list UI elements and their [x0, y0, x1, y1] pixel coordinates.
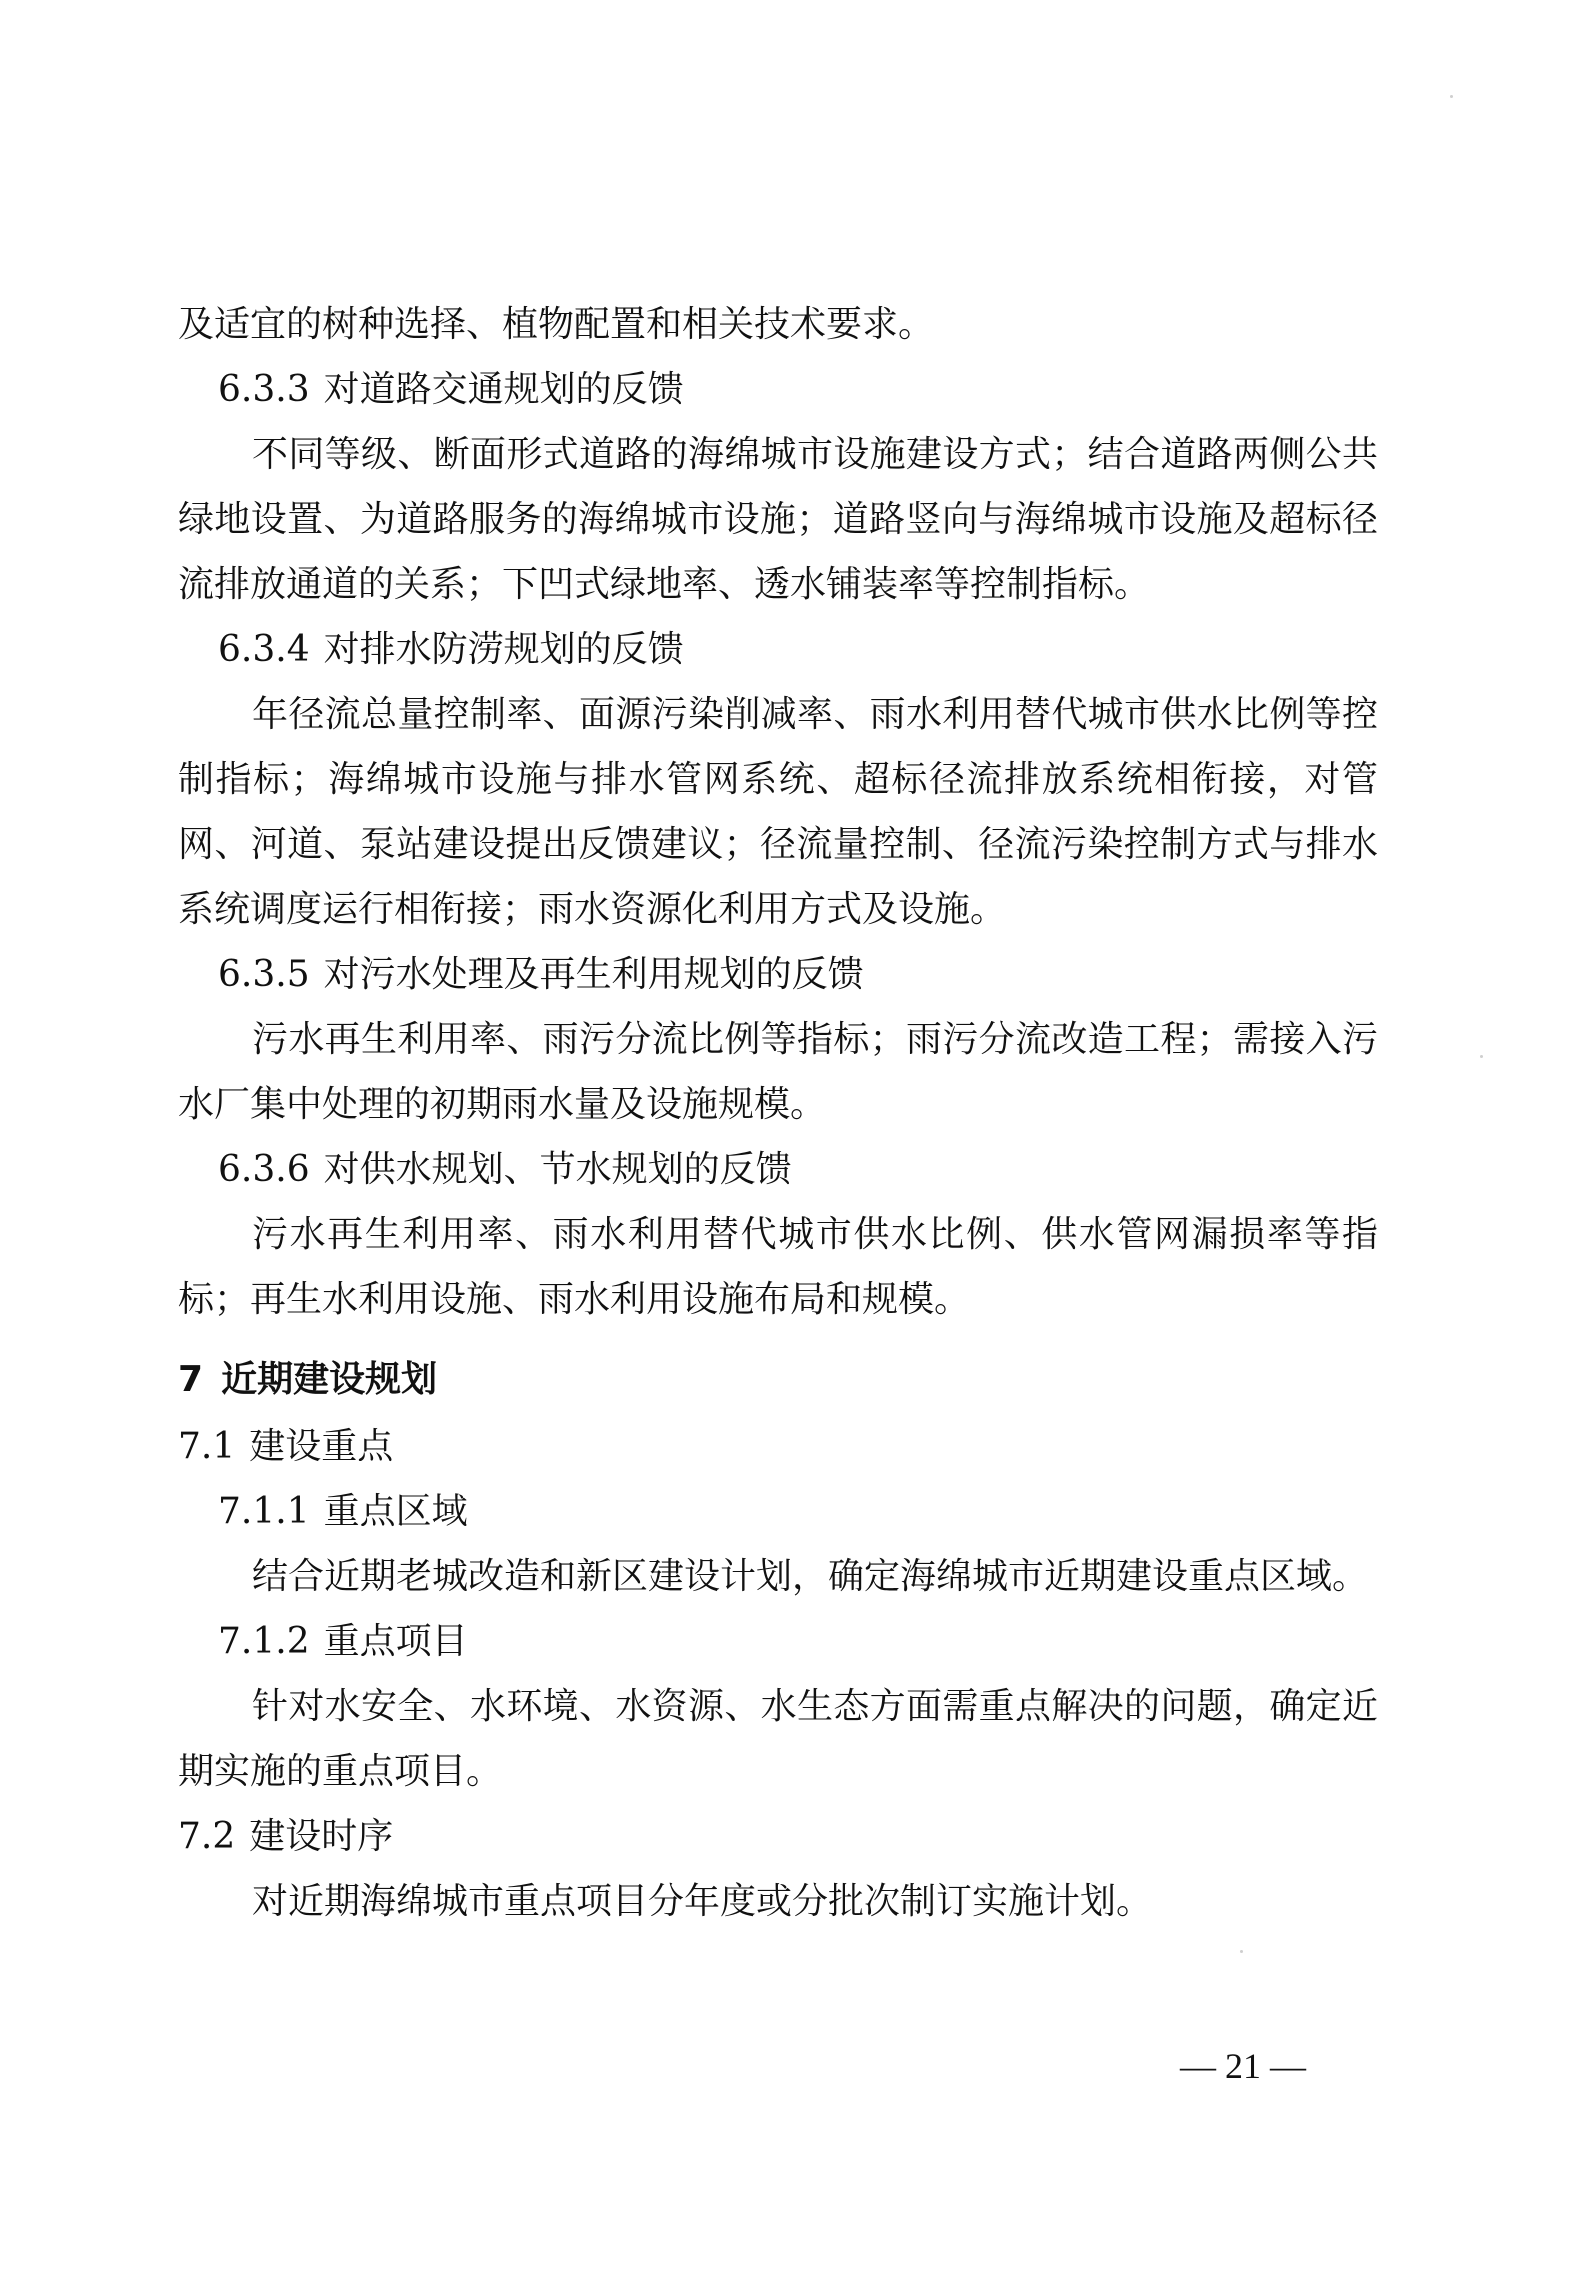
- section-number: 6.3.5: [218, 954, 310, 995]
- section-title: 对道路交通规划的反馈: [323, 369, 684, 410]
- paragraph-6-3-5: 污水再生利用率、雨污分流比例等指标；雨污分流改造工程；需接入污水厂集中处理的初期雨水量及设施规模。: [178, 1019, 1378, 1125]
- scan-speck: [1450, 95, 1453, 98]
- section-heading-6-3-6: [178, 1137, 1378, 1202]
- section-number: 6.3.4: [218, 629, 310, 670]
- paragraph-7-2: 对近期海绵城市重点项目分年度或分批次制订实施计划。: [252, 1881, 1153, 1922]
- paragraph-7-1-2: 针对水安全、水环境、水资源、水生态方面需重点解决的问题，确定近期实施的重点项目。: [178, 1686, 1378, 1792]
- paragraph-continuation: 及适宜的树种选择、植物配置和相关技术要求。: [178, 304, 935, 345]
- section-title: 对供水规划、节水规划的反馈: [323, 1149, 792, 1190]
- section-heading-6-3-3: [178, 357, 1378, 422]
- section-title: 对排水防涝规划的反馈: [323, 629, 684, 670]
- section-title: 建设时序: [249, 1816, 394, 1857]
- chapter-number: 7: [178, 1359, 204, 1400]
- section-number: 6.3.3: [218, 369, 310, 410]
- section-title: 建设重点: [249, 1426, 394, 1467]
- section-heading-7-1-1: [178, 1479, 1378, 1544]
- section-heading-7-1-2: [178, 1609, 1378, 1674]
- document-body: [178, 292, 1378, 1934]
- section-title: 对污水处理及再生利用规划的反馈: [323, 954, 864, 995]
- scan-speck: [1240, 1950, 1243, 1953]
- section-heading-6-3-5: [178, 942, 1378, 1007]
- paragraph-6-3-4: 年径流总量控制率、面源污染削减率、雨水利用替代城市供水比例等控制指标；海绵城市设施与排水管网系统、超标径流排放系统相衔接，对管网、河道、泵站建设提出反馈建议；径流量控制、径流污染控制方式与排水系统调度运行相衔接；雨水资源化利用方式及设施。: [178, 694, 1378, 930]
- page-number: — 21 —: [1180, 2046, 1306, 2086]
- section-number: 7.1.1: [218, 1491, 310, 1532]
- section-heading-6-3-4: [178, 617, 1378, 682]
- chapter-heading-7: [178, 1346, 1378, 1414]
- chapter-title: 近期建设规划: [221, 1359, 438, 1400]
- paragraph-6-3-3: 不同等级、断面形式道路的海绵城市设施建设方式；结合道路两侧公共绿地设置、为道路服务的海绵城市设施；道路竖向与海绵城市设施及超标径流排放通道的关系；下凹式绿地率、透水铺装率等控制指标。: [178, 434, 1378, 605]
- section-number: 6.3.6: [218, 1149, 310, 1190]
- section-number: 7.1: [178, 1426, 236, 1467]
- section-title: 重点区域: [323, 1491, 468, 1532]
- scan-speck: [1480, 1055, 1483, 1058]
- section-heading-7-2: [178, 1804, 1378, 1869]
- paragraph-7-1-1: 结合近期老城改造和新区建设计划，确定海绵城市近期建设重点区域。: [252, 1556, 1369, 1597]
- section-title: 重点项目: [323, 1621, 468, 1662]
- section-number: 7.2: [178, 1816, 236, 1857]
- section-number: 7.1.2: [218, 1621, 310, 1662]
- paragraph-6-3-6: 污水再生利用率、雨水利用替代城市供水比例、供水管网漏损率等指标；再生水利用设施、雨水利用设施布局和规模。: [178, 1214, 1378, 1320]
- section-heading-7-1: [178, 1414, 1378, 1479]
